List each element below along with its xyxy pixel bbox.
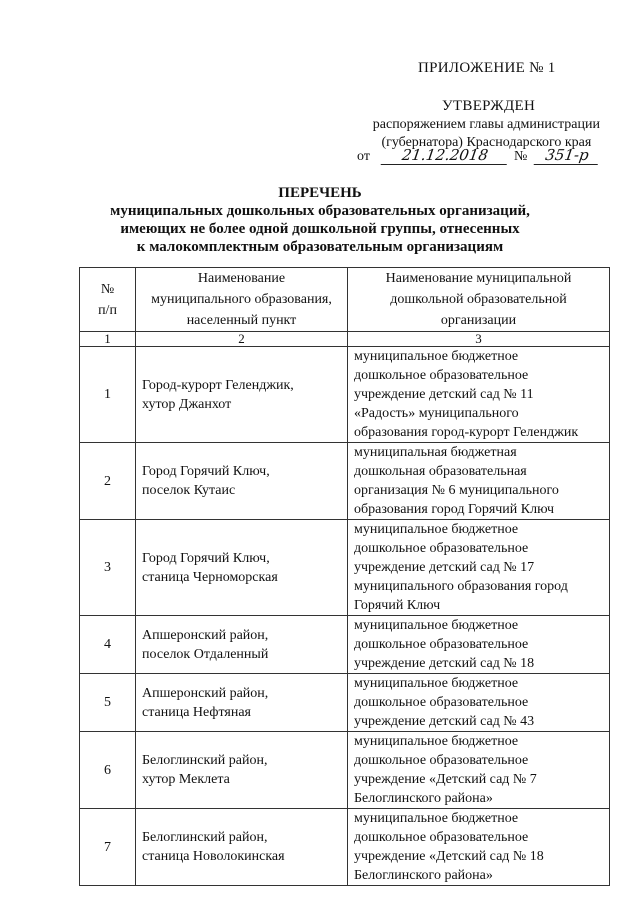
organization-cell	[348, 520, 610, 616]
header-text: п/п	[98, 302, 117, 318]
municipality-line: Город Горячий Ключ,	[142, 464, 270, 479]
organization-line: муниципальное бюджетное	[354, 734, 519, 749]
municipality-cell	[136, 520, 348, 616]
table-row	[80, 732, 610, 809]
organization-line: учреждение «Детский сад № 18	[354, 849, 544, 864]
header-text: населенный пункт	[186, 313, 297, 328]
municipality-line: Город Горячий Ключ,	[142, 550, 270, 566]
column-number: 2	[136, 332, 348, 347]
handwritten-number: 351-р	[534, 146, 601, 165]
municipality-cell	[136, 674, 348, 732]
municipality-line: Белоглинский район,	[142, 753, 268, 768]
municipality-line: Апшеронский район,	[142, 685, 269, 701]
header-text: Наименование	[197, 271, 286, 286]
organization-line: учреждение «Детский сад № 7	[354, 772, 537, 787]
header-text: организации	[440, 313, 517, 328]
header-text: дошкольной образовательной	[390, 292, 567, 307]
organization-line: «Радость» муниципального	[354, 406, 519, 421]
table-row	[80, 520, 610, 616]
organization-cell	[348, 443, 610, 520]
organization-line: организация № 6 муниципального	[354, 483, 559, 498]
approval-basis-line: (губернатора) Краснодарского края	[381, 135, 592, 150]
municipality-line: Белоглинский район,	[142, 830, 268, 845]
municipality-line: Город-курорт Геленджик,	[142, 377, 294, 393]
date-prefix: от	[357, 149, 370, 164]
organization-line: учреждение детский сад № 11	[354, 387, 534, 402]
table-row	[80, 616, 610, 674]
municipality-line: Апшеронский район,	[142, 627, 269, 643]
header-municipality	[136, 268, 348, 332]
column-number-row	[80, 332, 610, 347]
organization-line: учреждение детский сад № 18	[354, 656, 535, 671]
row-number: 2	[80, 443, 136, 520]
organization-line: муниципальное бюджетное	[354, 349, 519, 364]
row-number: 4	[80, 616, 136, 674]
organization-line: дошкольная образовательная	[354, 464, 527, 479]
row-number: 7	[80, 809, 136, 886]
header-text: муниципального образования,	[151, 292, 332, 307]
organization-line: муниципальное бюджетное	[354, 676, 519, 691]
organization-line: муниципальное бюджетное	[354, 811, 519, 826]
organization-cell	[348, 347, 610, 443]
organization-line: дошкольное образовательное	[354, 830, 529, 845]
organization-line: муниципальная бюджетная	[354, 445, 517, 460]
municipality-line: поселок Кутаис	[142, 483, 236, 498]
municipality-cell	[136, 347, 348, 443]
municipality-cell	[136, 732, 348, 809]
header-text: №	[100, 281, 115, 297]
column-number: 3	[348, 332, 610, 347]
organization-cell	[348, 732, 610, 809]
column-number: 1	[80, 332, 136, 347]
municipality-line: поселок Отдаленный	[142, 646, 269, 662]
table-row	[80, 347, 610, 443]
municipality-line: хутор Джанхот	[142, 396, 232, 412]
municipality-cell	[136, 616, 348, 674]
approved-label: УТВЕРЖДЕН	[442, 98, 536, 114]
header-text: Наименование муниципальной	[385, 271, 572, 286]
municipality-cell	[136, 809, 348, 886]
title-line: имеющих не более одной дошкольной группы, отнесенных	[120, 221, 520, 237]
table-row	[80, 443, 610, 520]
organization-line: муниципальное бюджетное	[354, 522, 519, 537]
row-number: 6	[80, 732, 136, 809]
municipality-line: хутор Меклета	[142, 772, 230, 787]
table-row	[80, 809, 610, 886]
handwritten-date: 21.12.2018	[381, 146, 510, 165]
table-row	[80, 674, 610, 732]
title-line: к малокомплектным образовательным организациям	[136, 239, 504, 255]
table-body	[80, 347, 610, 886]
date-number-line	[357, 146, 599, 165]
organization-line: муниципального образования город	[354, 579, 568, 594]
organizations-table	[79, 267, 610, 886]
organization-cell	[348, 809, 610, 886]
header-organization	[348, 268, 610, 332]
organization-line: дошкольное образовательное	[354, 368, 529, 383]
row-number: 3	[80, 520, 136, 616]
organization-line: учреждение детский сад № 43	[354, 714, 535, 729]
municipality-line: станица Черноморская	[142, 569, 278, 585]
organization-line: учреждение детский сад № 17	[354, 560, 535, 575]
approval-basis-line: распоряжением главы администрации	[372, 117, 600, 132]
title-line: муниципальных дошкольных образовательных организаций,	[110, 203, 530, 219]
organization-cell	[348, 674, 610, 732]
organization-line: Белоглинского района»	[354, 791, 493, 806]
appendix-label: ПРИЛОЖЕНИЕ № 1	[418, 60, 556, 76]
row-number: 5	[80, 674, 136, 732]
organization-line: дошкольное образовательное	[354, 695, 529, 710]
municipality-line: станица Новолокинская	[142, 849, 285, 864]
table-header-row	[80, 268, 610, 332]
organization-line: образования город-курорт Геленджик	[354, 425, 579, 440]
organization-line: дошкольное образовательное	[354, 753, 529, 768]
number-prefix: №	[513, 149, 528, 164]
organization-cell	[348, 616, 610, 674]
organization-line: Горячий Ключ	[354, 598, 441, 613]
row-number: 1	[80, 347, 136, 443]
municipality-line: станица Нефтяная	[142, 704, 251, 720]
header-number	[80, 268, 136, 332]
organization-line: дошкольное образовательное	[354, 637, 529, 652]
organization-line: Белоглинского района»	[354, 868, 493, 883]
title-line: ПЕРЕЧЕНЬ	[278, 185, 362, 201]
organization-line: муниципальное бюджетное	[354, 618, 519, 633]
municipality-cell	[136, 443, 348, 520]
organization-line: образования город Горячий Ключ	[354, 502, 555, 517]
organization-line: дошкольное образовательное	[354, 541, 529, 556]
document-title	[0, 184, 640, 256]
